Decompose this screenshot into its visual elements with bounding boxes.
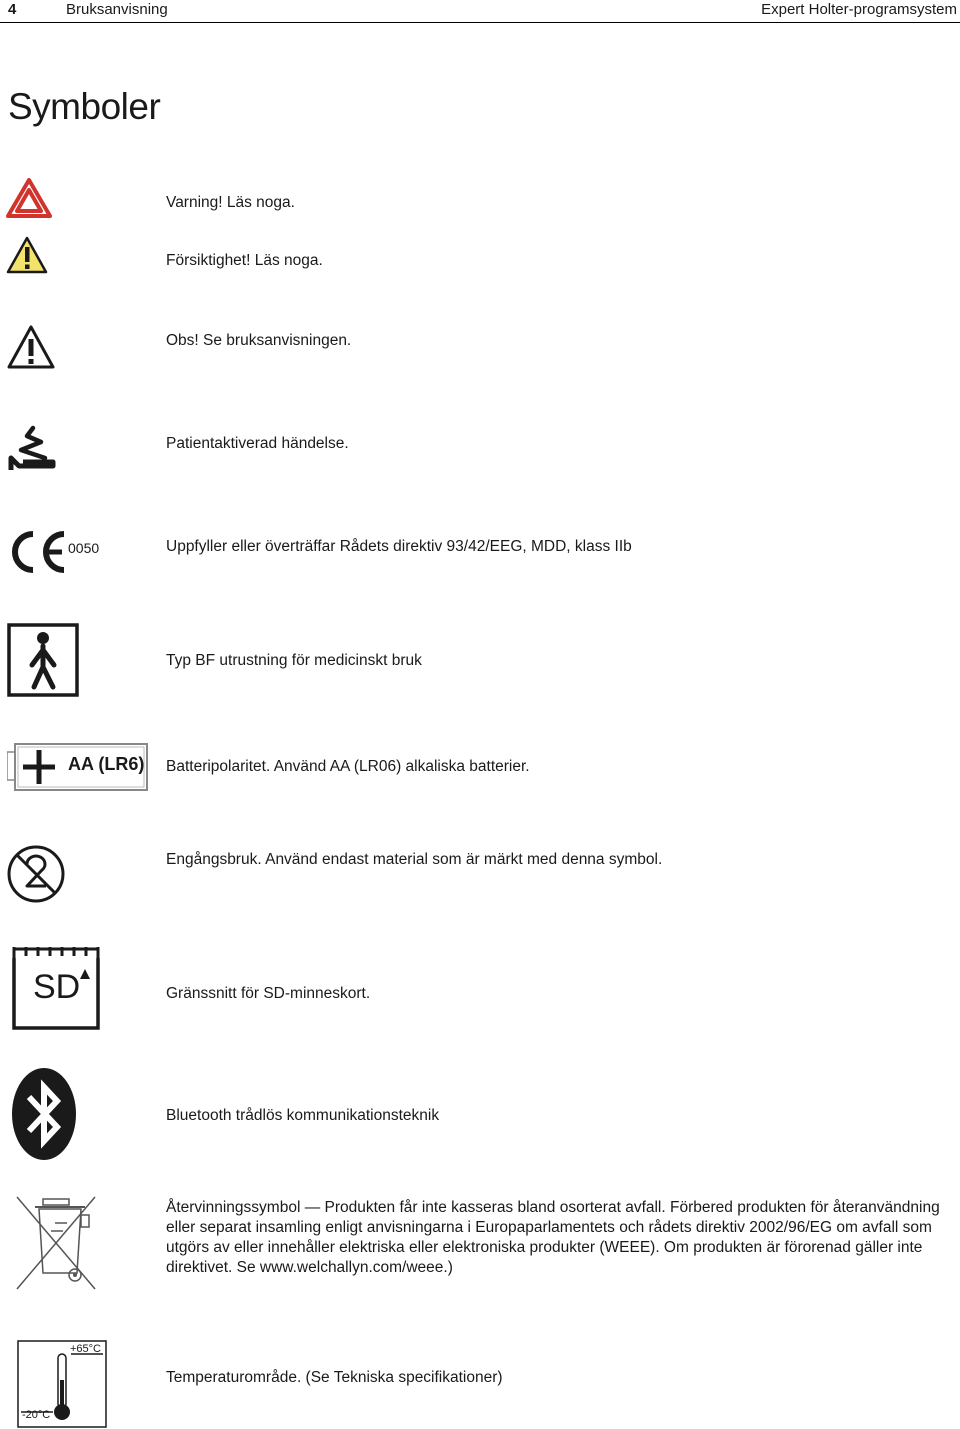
hazard-triangle-icon bbox=[6, 178, 52, 218]
sd-label: SD bbox=[33, 968, 81, 1006]
product-name: Expert Holter-programsystem bbox=[761, 1, 957, 18]
caution-yellow-triangle-icon bbox=[6, 236, 48, 274]
symbol-description: Bluetooth trådlös kommunikationsteknik bbox=[166, 1107, 440, 1124]
notified-body-number: 0050 bbox=[68, 540, 100, 556]
type-bf-icon bbox=[7, 623, 79, 697]
symbol-description: Typ BF utrustning för medicinskt bruk bbox=[166, 652, 422, 669]
document-title: Bruksanvisning bbox=[66, 1, 168, 18]
section-title: Symboler bbox=[8, 86, 161, 127]
symbol-description: Försiktighet! Läs noga. bbox=[166, 252, 323, 269]
header-rule bbox=[0, 22, 960, 23]
symbol-description: Uppfyller eller överträffar Rådets direktiv 93/42/EEG, MDD, klass IIb bbox=[166, 538, 632, 555]
symbol-description: Varning! Läs noga. bbox=[166, 194, 295, 211]
attention-triangle-icon bbox=[7, 324, 55, 370]
page-number: 4 bbox=[8, 1, 17, 18]
battery-type-label: AA (LR6) bbox=[68, 754, 145, 774]
ce-mark-icon bbox=[6, 528, 68, 576]
symbol-description: Patientaktiverad händelse. bbox=[166, 435, 349, 452]
symbol-description: Temperaturområde. (Se Tekniska specifikationer) bbox=[166, 1369, 503, 1386]
symbol-description: Återvinningssymbol — Produkten får inte kasseras bland osorterat avfall. Förbered produkten för återanvändning eller separat insamling enligt anvisningarna i Europaparlamentets och rådets direktiv 2002/96/EG om avfall som utgörs av eller innehåller elektriska eller elektroniska produkter (WEEE). Om produkten är förorenad gäller inte direktivet. Se www.welchallyn.com/weee.) bbox=[166, 1199, 940, 1276]
page-header bbox=[0, 0, 960, 22]
symbol-description: Obs! Se bruksanvisningen. bbox=[166, 332, 352, 349]
symbol-description: Gränssnitt för SD-minneskort. bbox=[166, 985, 371, 1002]
temperature-low-label: -20°C bbox=[22, 1409, 51, 1421]
temperature-high-label: +65°C bbox=[70, 1343, 102, 1355]
weee-bin-icon bbox=[15, 1193, 97, 1291]
single-use-icon bbox=[6, 844, 66, 904]
bluetooth-icon bbox=[11, 1067, 77, 1161]
symbol-description: Batteripolaritet. Använd AA (LR06) alkaliska batterier. bbox=[166, 758, 530, 775]
symbol-description: Engångsbruk. Använd endast material som är märkt med denna symbol. bbox=[166, 851, 663, 868]
patient-event-icon bbox=[7, 424, 57, 472]
